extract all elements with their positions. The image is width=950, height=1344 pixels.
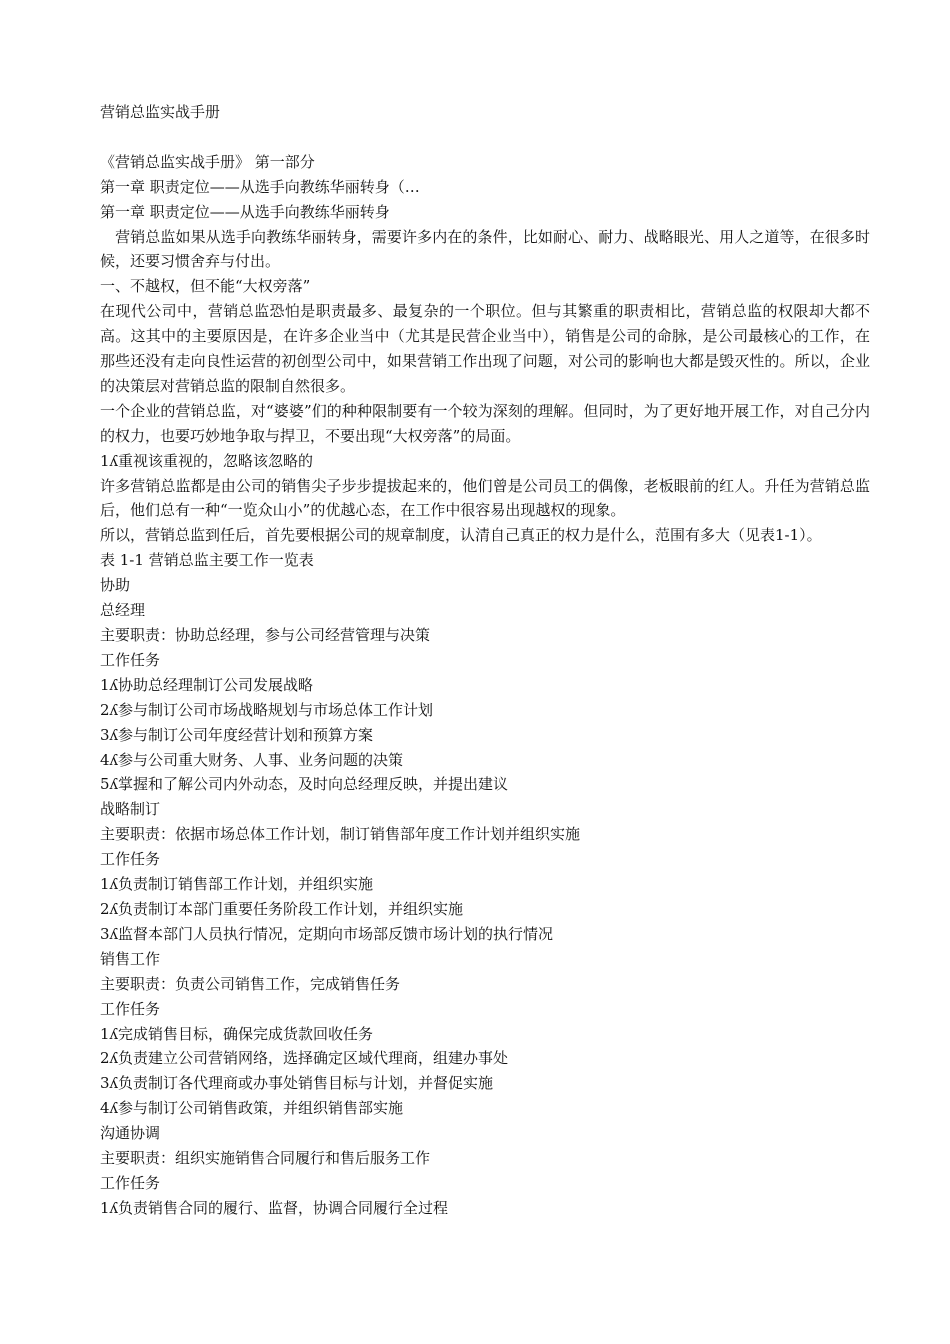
table-category: 协助 [100, 576, 131, 595]
part-heading: 《营销总监实战手册》 第一部分 [100, 152, 315, 171]
table-task-header: 工作任务 [100, 1173, 161, 1192]
table-task-header: 工作任务 [100, 999, 161, 1018]
table-duty: 主要职责：依据市场总体工作计划，制订销售部年度工作计划并组织实施 [100, 825, 581, 844]
table-task-item: 1ʎ负责销售合同的履行、监督，协调合同履行全过程 [100, 1198, 449, 1217]
chapter-heading: 第一章 职责定位——从选手向教练华丽转身 [100, 202, 390, 221]
table-task-item: 1ʎ负责制订销售部工作计划，并组织实施 [100, 875, 374, 894]
table-task-item: 3ʎ监督本部门人员执行情况，定期向市场部反馈市场计划的执行情况 [100, 924, 554, 943]
chapter-link-truncated: 第一章 职责定位——从选手向教练华丽转身（… [100, 177, 420, 196]
body-paragraph: 一个企业的营销总监，对“婆婆”们的种种限制要有一个较为深刻的理解。但同时，为了更好地开展工作，对自己分内的权力，也要巧妙地争取与捍卫，不要出现“大权旁落”的局面。 [100, 401, 870, 445]
section-heading: 一、不越权，但不能“大权旁落” [100, 277, 311, 296]
table-task-item: 3ʎ参与制订公司年度经营计划和预算方案 [100, 725, 374, 744]
table-category: 总经理 [100, 601, 146, 620]
table-task-item: 2ʎ参与制订公司市场战略规划与市场总体工作计划 [100, 700, 434, 719]
table-category: 销售工作 [100, 949, 161, 968]
table-task-item: 2ʎ负责制订本部门重要任务阶段工作计划，并组织实施 [100, 899, 464, 918]
body-paragraph: 许多营销总监都是由公司的销售尖子步步提拔起来的，他们曾是公司员工的偶像，老板眼前的红人。升任为营销总监后，他们总有一种“一览众山小”的优越心态，在工作中很容易出现越权的现象。 [100, 476, 870, 520]
document-page [100, 100, 870, 1221]
document-title: 营销总监实战手册 [100, 103, 221, 121]
blank-line [100, 125, 870, 150]
table-duty: 主要职责：协助总经理，参与公司经营管理与决策 [100, 626, 431, 645]
table-task-item: 5ʎ掌握和了解公司内外动态，及时向总经理反映，并提出建议 [100, 775, 509, 794]
table-caption: 表 1-1 营销总监主要工作一览表 [100, 551, 314, 570]
table-task-item: 4ʎ参与公司重大财务、人事、业务问题的决策 [100, 750, 404, 769]
table-task-header: 工作任务 [100, 650, 161, 669]
intro-paragraph: 营销总监如果从选手向教练华丽转身，需要许多内在的条件，比如耐心、耐力、战略眼光、用人之道等，在很多时候，还要习惯舍弃与付出。 [100, 227, 870, 271]
table-task-item: 1ʎ完成销售目标，确保完成货款回收任务 [100, 1024, 374, 1043]
table-duty: 主要职责：负责公司销售工作，完成销售任务 [100, 974, 401, 993]
table-task-item: 4ʎ参与制订公司销售政策，并组织销售部实施 [100, 1099, 404, 1118]
table-category: 战略制订 [100, 800, 161, 819]
subsection-heading: 1ʎ重视该重视的，忽略该忽略的 [100, 451, 314, 470]
table-task-item: 1ʎ协助总经理制订公司发展战略 [100, 675, 314, 694]
body-paragraph: 在现代公司中，营销总监恐怕是职责最多、最复杂的一个职位。但与其繁重的职责相比，营销总监的权限却大都不高。这其中的主要原因是，在许多企业当中（尤其是民营企业当中），销售是公司的命脉，是公司最核心的工作，在那些还没有走向良性运营的初创型公司中，如果营销工作出现了问题，对公司的影响也大都是毁灭性的。所以，企业的决策层对营销总监的限制自然很多。 [100, 302, 870, 395]
table-task-item: 3ʎ负责制订各代理商或办事处销售目标与计划，并督促实施 [100, 1074, 494, 1093]
body-paragraph: 所以，营销总监到任后，首先要根据公司的规章制度，认清自己真正的权力是什么，范围有多大（见表1-1）。 [100, 526, 822, 545]
table-duty: 主要职责：组织实施销售合同履行和售后服务工作 [100, 1149, 431, 1168]
table-category: 沟通协调 [100, 1124, 161, 1143]
table-task-item: 2ʎ负责建立公司营销网络，选择确定区域代理商，组建办事处 [100, 1049, 509, 1068]
table-task-header: 工作任务 [100, 850, 161, 869]
